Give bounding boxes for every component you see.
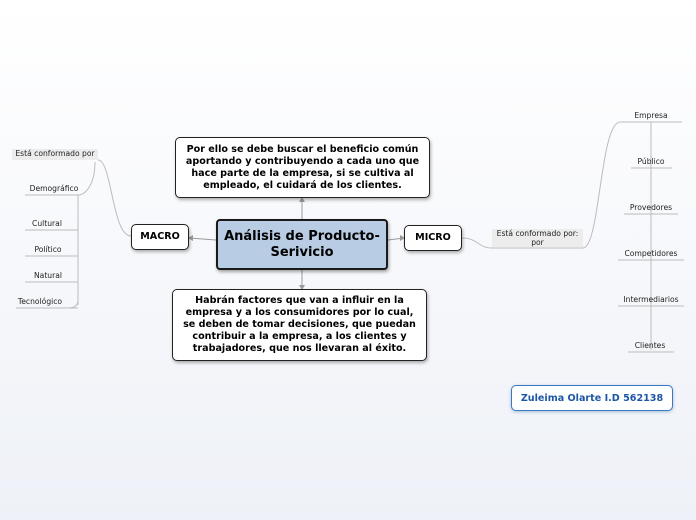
macro-item-text: Político bbox=[34, 245, 62, 254]
micro-item-empresa[interactable] bbox=[620, 111, 682, 120]
macro-item-text: Cultural bbox=[32, 219, 62, 228]
top-note[interactable] bbox=[175, 137, 430, 198]
bottom-note[interactable] bbox=[172, 289, 427, 361]
macro-item-natural[interactable] bbox=[25, 271, 71, 280]
macro-item-text: Demográfico bbox=[29, 184, 79, 193]
micro-item-clientes[interactable] bbox=[626, 341, 674, 350]
micro-item-provedores[interactable] bbox=[622, 203, 680, 212]
micro-item-text: Empresa bbox=[634, 111, 668, 120]
micro-item-text: Clientes bbox=[634, 341, 666, 350]
author-signature[interactable] bbox=[511, 385, 673, 411]
macro-connector-label[interactable] bbox=[12, 149, 98, 160]
macro-item-cultural[interactable] bbox=[25, 219, 69, 228]
micro-item-text: Provedores bbox=[629, 203, 673, 212]
macro-item-text: Natural bbox=[33, 271, 62, 280]
central-topic-title: Análisis de Producto-Serivicio bbox=[224, 228, 380, 260]
top-note-text: Por ello se debe buscar el beneficio común aportando y contribuyendo a cada uno que hace parte de la empresa, si se cultiva al empleado, el cuidará de los clientes. bbox=[185, 143, 420, 191]
micro-item-text: Intermediarios bbox=[623, 295, 679, 304]
macro-label: MACRO bbox=[140, 231, 180, 242]
macro-item-demografico[interactable] bbox=[25, 184, 83, 193]
macro-node[interactable] bbox=[131, 224, 189, 250]
author-signature-text: Zuleima Olarte I.D 562138 bbox=[520, 392, 664, 404]
central-topic[interactable] bbox=[216, 219, 388, 270]
macro-item-politico[interactable] bbox=[25, 245, 71, 254]
micro-item-publico[interactable] bbox=[628, 157, 674, 166]
micro-item-intermediarios[interactable] bbox=[616, 295, 686, 304]
micro-connector-text: Está conformado por: por bbox=[496, 229, 579, 247]
macro-item-text: Tecnológico bbox=[17, 297, 63, 306]
micro-node[interactable] bbox=[404, 225, 462, 251]
micro-item-text: Público bbox=[637, 157, 665, 166]
micro-item-competidores[interactable] bbox=[616, 249, 686, 258]
micro-item-text: Competidores bbox=[624, 249, 678, 258]
micro-label: MICRO bbox=[415, 232, 451, 243]
bottom-note-text: Habrán factores que van a influir en la empresa y a los consumidores por lo cual, se deben de tomar decisiones, que puedan contribuir a la empresa, a los clientes y trabajadores, que nos llevaran al éxito. bbox=[183, 295, 416, 354]
macro-item-tecnologico[interactable] bbox=[14, 297, 66, 306]
macro-connector-text: Está conformado por bbox=[15, 149, 95, 158]
micro-connector-label[interactable] bbox=[492, 229, 583, 247]
